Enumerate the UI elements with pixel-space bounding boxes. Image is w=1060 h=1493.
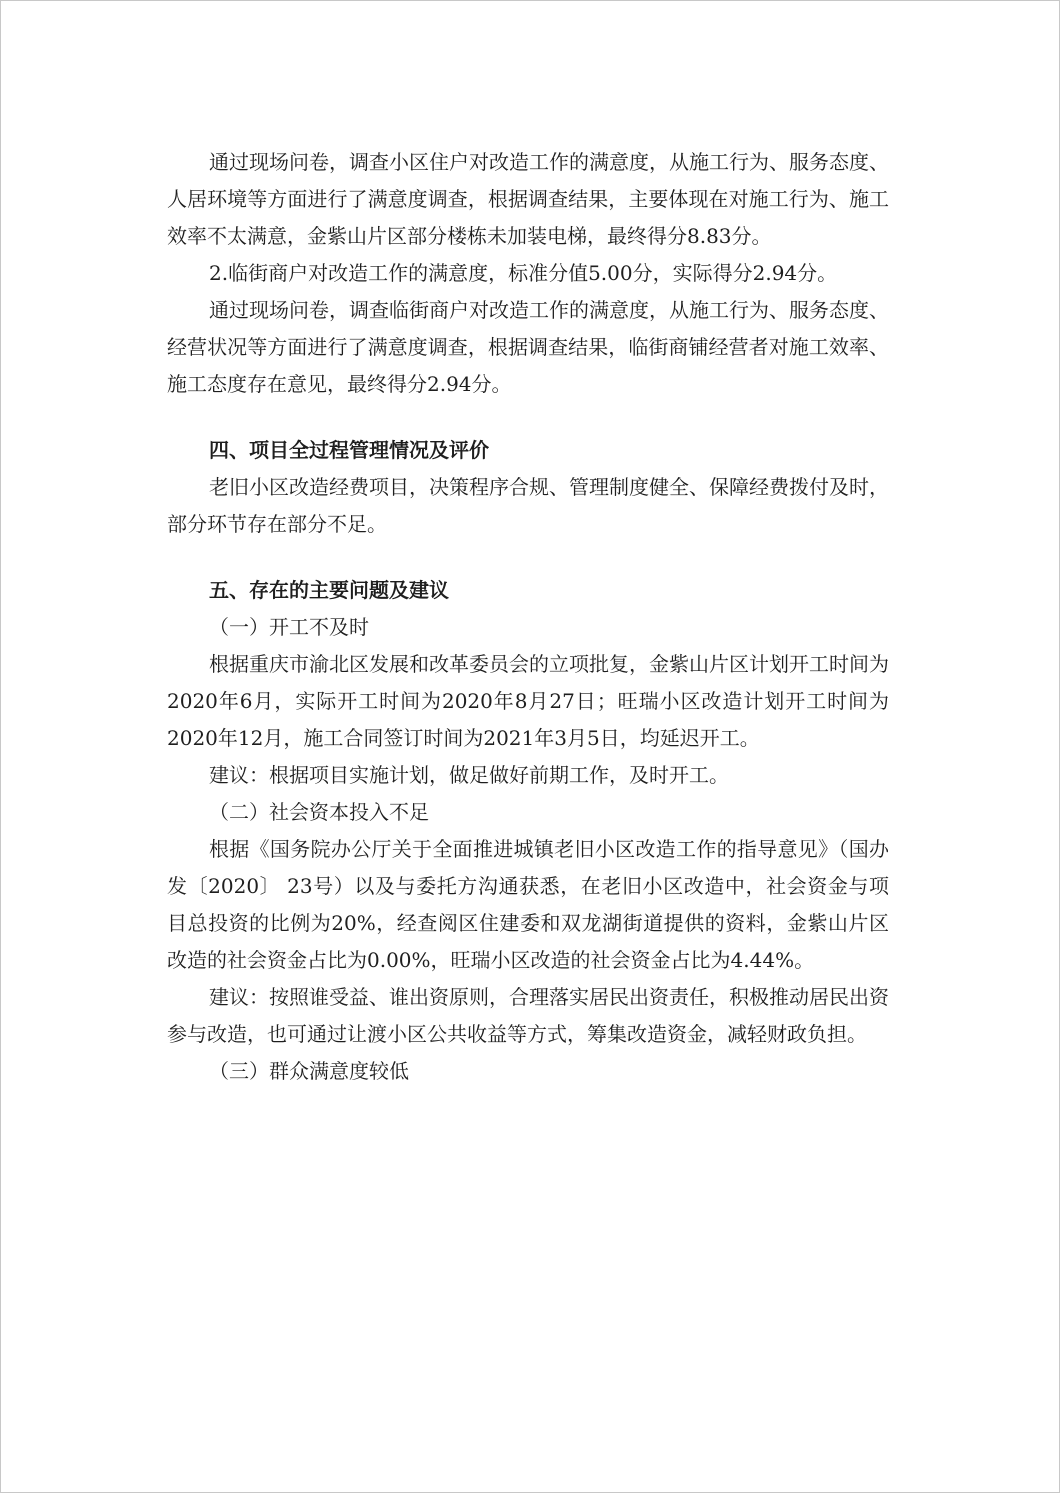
subheading-one: （一）开工不及时	[209, 615, 369, 639]
subheading-three: （三）群众满意度较低	[209, 1059, 409, 1083]
paragraph-merchant-survey: 通过现场问卷，调查临街商户对改造工作的满意度，从施工行为、服务态度、经营状况等方面进行了满意度调查，根据调查结果，临街商铺经营者对施工效率、施工态度存在意见，最终得分2.94分。	[167, 298, 889, 396]
paragraph-social-capital: 根据《国务院办公厅关于全面推进城镇老旧小区改造工作的指导意见》（国办发〔2020〕 23号）以及与委托方沟通获悉，在老旧小区改造中，社会资金与项目总投资的比例为20%，经查阅区住建委和双龙湖街道提供的资料，金紫山片区改造的社会资金占比为0.00%，旺瑞小区改造的社会资金占比为4.44%。	[167, 837, 889, 972]
section-heading-four: 四、项目全过程管理情况及评价	[209, 438, 489, 462]
paragraph-process-management: 老旧小区改造经费项目，决策程序合规、管理制度健全、保障经费拨付及时，部分环节存在部分不足。	[167, 475, 889, 536]
paragraph-suggestion-two: 建议：按照谁受益、谁出资原则，合理落实居民出资责任，积极推动居民出资参与改造，也可通过让渡小区公共收益等方式，筹集改造资金，减轻财政负担。	[167, 985, 889, 1046]
paragraph-resident-survey: 通过现场问卷，调查小区住户对改造工作的满意度，从施工行为、服务态度、人居环境等方面进行了满意度调查，根据调查结果，主要体现在对施工行为、施工效率不太满意，金紫山片区部分楼栋未加装电梯，最终得分8.83分。	[167, 150, 889, 248]
section-spacer	[167, 403, 889, 432]
document-body	[167, 144, 889, 1090]
section-heading-five: 五、存在的主要问题及建议	[209, 578, 449, 602]
paragraph-delayed-start: 根据重庆市渝北区发展和改革委员会的立项批复，金紫山片区计划开工时间为2020年6月，实际开工时间为2020年8月27日；旺瑞小区改造计划开工时间为2020年12月，施工合同签订时间为2021年3月5日，均延迟开工。	[167, 652, 889, 750]
paragraph-suggestion-one: 建议：根据项目实施计划，做足做好前期工作，及时开工。	[209, 763, 729, 787]
paragraph-merchant-score: 2.临街商户对改造工作的满意度，标准分值5.00分，实际得分2.94分。	[209, 261, 838, 285]
section-spacer	[167, 543, 889, 572]
subheading-two: （二）社会资本投入不足	[209, 800, 429, 824]
